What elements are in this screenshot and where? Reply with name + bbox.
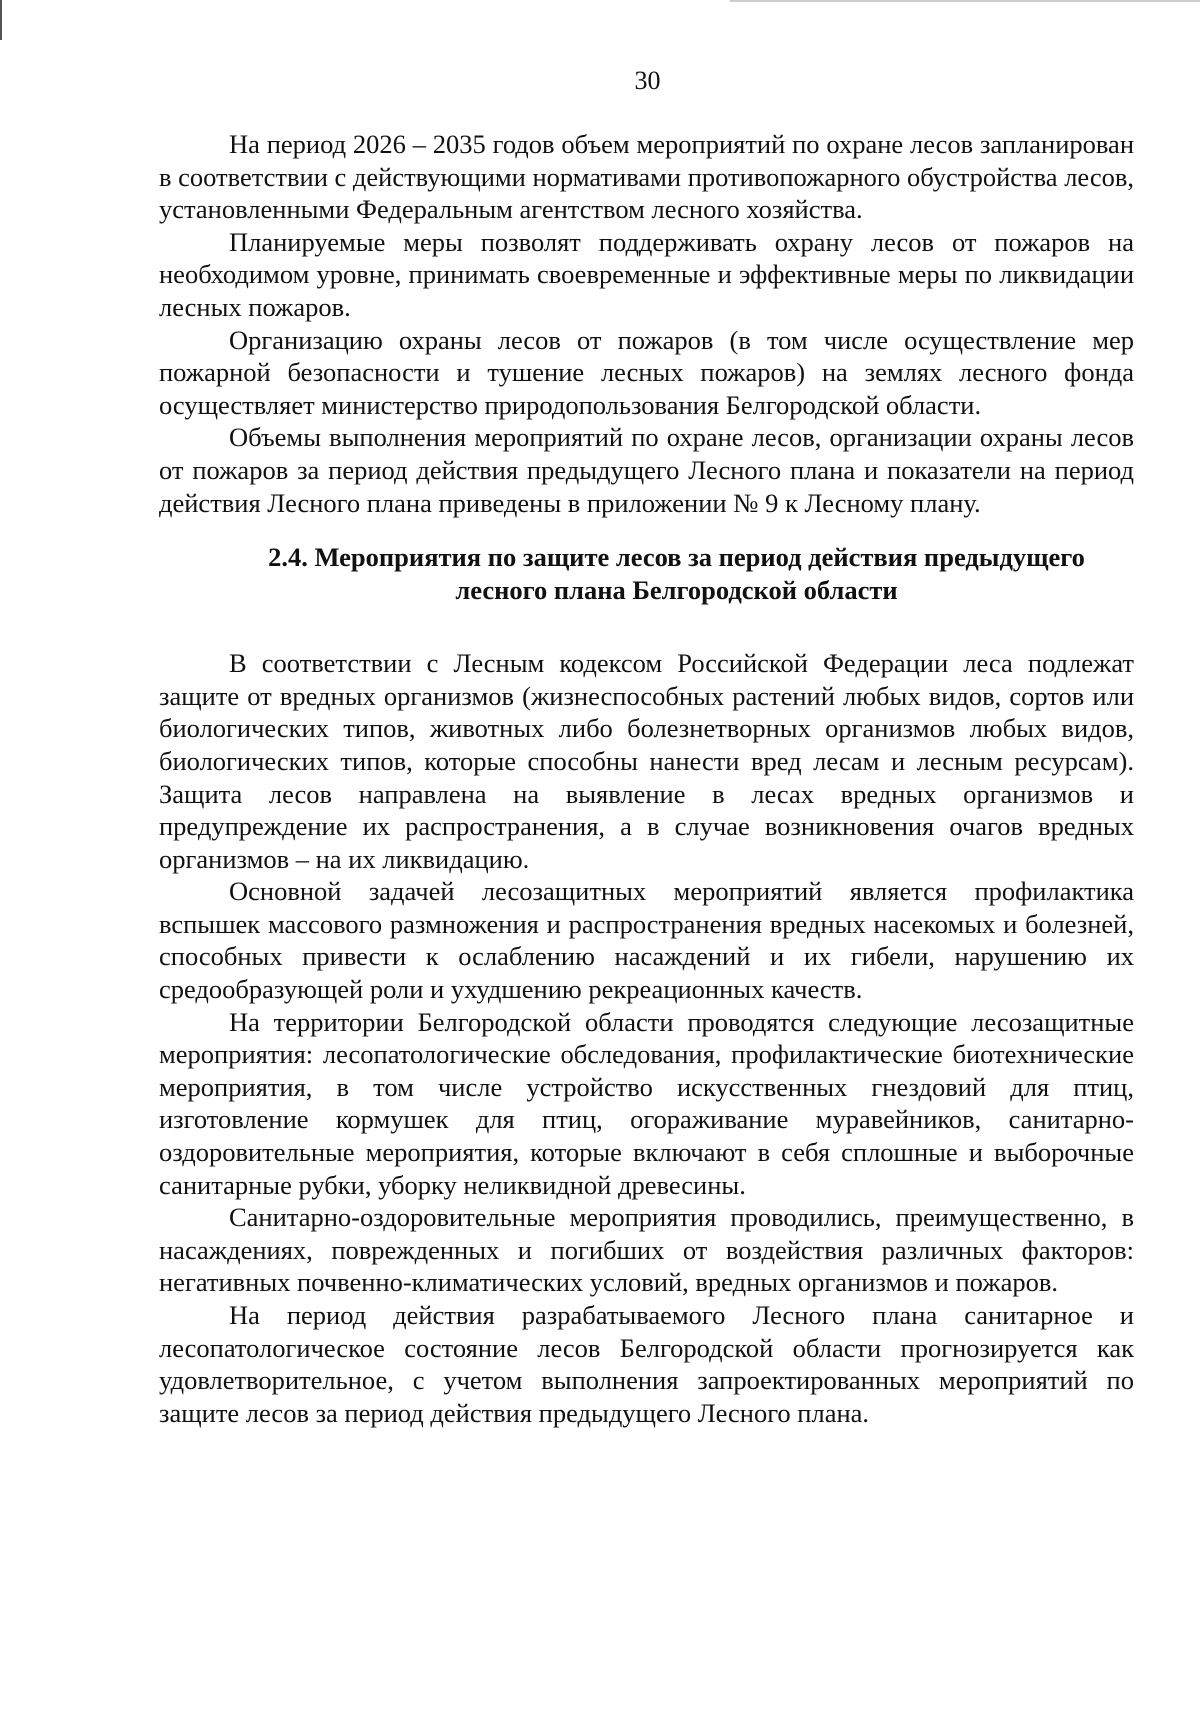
paragraph: Планируемые меры позволят поддерживать охрану лесов от пожаров на необходимом уровне, принимать своевременные и эффективные меры по ликвидации лесных пожаров.	[159, 226, 1134, 322]
page-number: 30	[634, 66, 661, 95]
paragraph: В соответствии с Лесным кодексом Российской Федерации леса подлежат защите от вредных организмов (жизнеспособных растений любых видов, сортов или биологических типов, животных либо болезнетворных организмов любых видов, биологических типов, которые способны нанести вред лесам и лесным ресурсам). Защита лесов направлена на выявление в лесах вредных организмов и предупреждение их распространения, а в случае возникновения очагов вредных организмов – на их ликвидацию.	[159, 648, 1134, 874]
paragraph: Организацию охраны лесов от пожаров (в том числе осуществление мер пожарной безопасности и тушение лесных пожаров) на землях лесного фонда осуществляет министерство природопользования Белгородской области.	[159, 324, 1134, 420]
paragraph: На территории Белгородской области проводятся следующие лесозащитные мероприятия: лесопатологические обследования, профилактические биотехнические мероприятия, в том числе устройство искусственных гнездовий для птиц, изготовление кормушек для птиц, огораживание муравейников, санитарно-оздоровительные мероприятия, которые включают в себя сплошные и выборочные санитарные рубки, уборку неликвидной древесины.	[159, 1006, 1134, 1200]
document-body	[159, 128, 1134, 1429]
paragraph: Основной задачей лесозащитных мероприятий является профилактика вспышек массового размножения и распространения вредных насекомых и болезней, способных привести к ослаблению насаждений и их гибели, нарушению их средообразующей роли и ухудшению рекреационных качеств.	[159, 876, 1134, 1005]
scan-edge-mark	[0, 0, 2, 40]
paragraph: Объемы выполнения мероприятий по охране лесов, организации охраны лесов от пожаров за период действия предыдущего Лесного плана и показатели на период действия Лесного плана приведены в приложении № 9 к Лесному плану.	[159, 422, 1134, 518]
scan-edge-mark	[730, 0, 1200, 2]
paragraph: Санитарно-оздоровительные мероприятия проводились, преимущественно, в насаждениях, поврежденных и погибших от воздействия различных факторов: негативных почвенно-климатических условий, вредных организмов и пожаров.	[159, 1202, 1134, 1298]
section-heading-line: 2.4. Мероприятия по защите лесов за период действия предыдущего	[268, 542, 1085, 573]
paragraph: На период 2026 – 2035 годов объем мероприятий по охране лесов запланирован в соответствии с действующими нормативами противопожарного обустройства лесов, установленными Федеральным агентством лесного хозяйства.	[159, 129, 1134, 225]
section-heading	[159, 541, 1134, 607]
paragraph: На период действия разрабатываемого Лесного плана санитарное и лесопатологическое состояние лесов Белгородской области прогнозируется как удовлетворительное, с учетом выполнения запроектированных мероприятий по защите лесов за период действия предыдущего Лесного плана.	[159, 1300, 1134, 1428]
section-heading-line: лесного плана Белгородской области	[455, 575, 898, 606]
